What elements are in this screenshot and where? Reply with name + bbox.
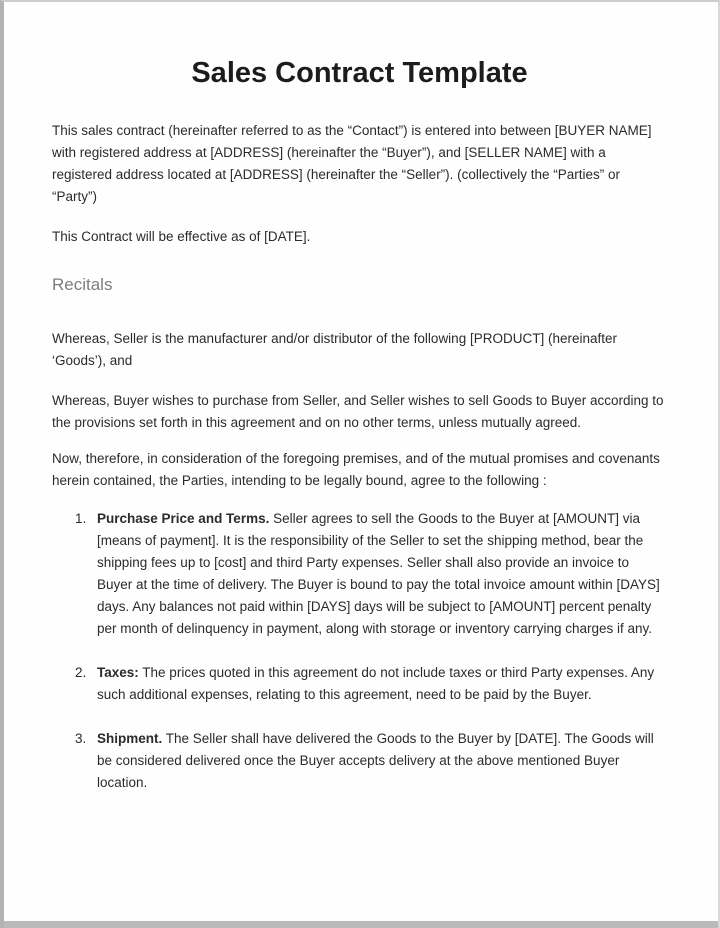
document-content: [4, 56, 718, 794]
clause-number: 1.: [75, 511, 87, 526]
intro-paragraph-parties: This sales contract (hereinafter referred to as the “Contact”) is entered into between [BUYER NAME] with registered address at [ADDRESS] (hereinafter the “Buyer”), and [SELLER NAME] with a registered address located at [ADDRESS] (hereinafter the “Seller”). (collectively the “Parties” or “Party”): [52, 123, 652, 204]
recitals-heading: Recitals: [52, 275, 113, 294]
clause-list: [52, 508, 667, 794]
page-bottom-edge: [4, 921, 718, 928]
intro-paragraph-effective-date: This Contract will be effective as of [DATE].: [52, 229, 311, 244]
document-title: Sales Contract Template: [191, 57, 528, 89]
clause-text: [97, 728, 667, 794]
clause-body: The prices quoted in this agreement do not include taxes or third Party expenses. Any such additional expenses, relating to this agreement, need to be paid by the Buyer.: [97, 665, 655, 702]
clause-text: [97, 662, 667, 706]
recitals-paragraph-whereas-buyer: Whereas, Buyer wishes to purchase from Seller, and Seller wishes to sell Goods to Buyer according to the provisions set forth in this agreement and on no other terms, unless mutually agreed.: [52, 393, 664, 430]
clause-text: [97, 508, 667, 640]
clause-title: Purchase Price and Terms.: [97, 511, 270, 526]
clause-item-taxes: [75, 662, 667, 706]
clause-body: Seller agrees to sell the Goods to the Buyer at [AMOUNT] via [means of payment]. It is the responsibility of the Seller to set the shipping method, bear the shipping fees up to [cost] and third Party expenses. Seller shall also provide an invoice to Buyer at the time of delivery. The Buyer is bound to pay the total invoice amount within [DAYS] days. Any balances not paid within [DAYS] days will be subject to [AMOUNT] percent penalty per month of delinquency in payment, along with storage or inventory carrying charges if any.: [97, 511, 660, 636]
clause-number: 3.: [75, 731, 87, 746]
recitals-paragraph-whereas-seller: Whereas, Seller is the manufacturer and/or distributor of the following [PRODUCT] (hereinafter ‘Goods’), and: [52, 331, 617, 368]
clause-item-shipment: [75, 728, 667, 794]
clause-item-purchase-price: [75, 508, 667, 640]
clause-title: Shipment.: [97, 731, 163, 746]
clause-title: Taxes:: [97, 665, 139, 680]
clause-number: 2.: [75, 665, 87, 680]
clause-body: The Seller shall have delivered the Goods to the Buyer by [DATE]. The Goods will be considered delivered once the Buyer accepts delivery at the above mentioned Buyer location.: [97, 731, 654, 790]
recitals-paragraph-now-therefore: Now, therefore, in consideration of the foregoing premises, and of the mutual promises and covenants herein contained, the Parties, intending to be legally bound, agree to the following :: [52, 451, 660, 488]
